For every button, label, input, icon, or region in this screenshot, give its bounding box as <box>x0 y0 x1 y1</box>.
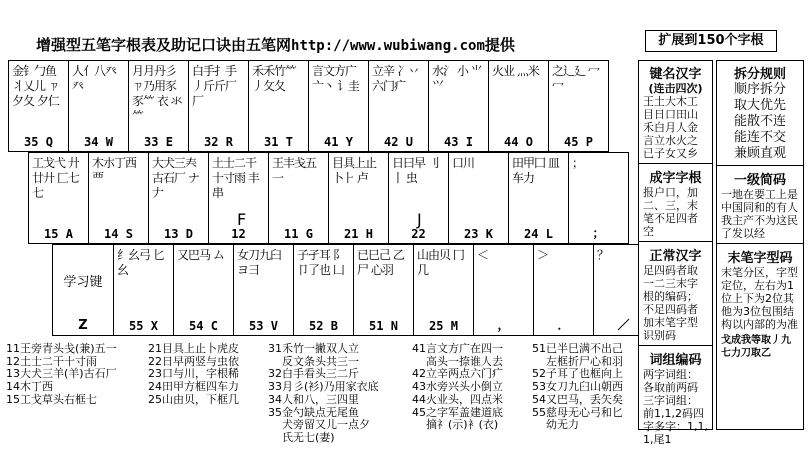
key-roots: 纟幺弓 匕幺 <box>117 248 164 277</box>
mnemonic-number: 21 <box>148 342 162 355</box>
mnemonic-number: 43 <box>412 380 426 394</box>
key-row1-5[interactable] <box>308 60 369 152</box>
key-code: 55 X <box>129 319 158 333</box>
keyboard-row-1 <box>8 60 608 152</box>
mnemonic-line <box>532 343 623 356</box>
normal-char-title: 正常汉字 <box>649 249 702 264</box>
mnemonic-number: 35 <box>268 405 282 419</box>
mnemonic-line <box>6 343 117 356</box>
level1-title: 一级简码 <box>733 173 786 188</box>
mnemonic-number: 31 <box>268 342 282 355</box>
mnemonic-number <box>268 432 282 445</box>
key-roots: 人亻八癶 癶 <box>72 64 117 93</box>
mnemonic-text: 白手看头三二斤 <box>282 367 359 381</box>
mnemonic-number: 22 <box>148 354 162 368</box>
level1-text: 一地在要工上是中国同和的有人我主产不为这民了发以经 <box>721 188 798 240</box>
char-root-title: 成字字根 <box>649 171 702 186</box>
key-row1-2[interactable] <box>128 60 189 152</box>
mnemonic-number: 53 <box>532 380 546 394</box>
mnemonic-number: 44 <box>412 392 426 406</box>
mnemonic-text: 月彡(衫)乃用家衣底 <box>282 380 379 394</box>
mnemonic-text: 目具上止卜虎皮 <box>162 342 239 355</box>
key-roots: ＞ <box>537 248 549 262</box>
key-name-title: 键名汉字 <box>649 67 702 82</box>
key-row1-1[interactable] <box>68 60 129 152</box>
key-code: 33 E <box>144 135 173 149</box>
key-code: 52 B <box>309 319 338 333</box>
mnemonic-text: 火业头，四点米 <box>426 392 503 406</box>
key-roots: ＜ <box>477 248 489 262</box>
key-letter: J <box>417 210 422 229</box>
key-code: 44 O <box>504 135 533 149</box>
mnemonic-number <box>412 419 426 432</box>
mnemonic-number: 14 <box>6 380 20 394</box>
key-roots: 水氵 小 ⺌⺍ <box>432 64 482 93</box>
mnemonic-number: 33 <box>268 380 282 394</box>
mnemonic-text: 反文条头共三一 <box>282 354 359 368</box>
key-row3-5[interactable] <box>413 244 474 336</box>
key-roots: 又巴马 ム <box>177 248 224 262</box>
split-rule: 能连不交 <box>733 130 786 145</box>
mnemonic-line <box>412 394 503 407</box>
key-roots: 子孑耳 阝卩了也 凵 <box>297 248 344 277</box>
key-row3-0[interactable] <box>113 244 174 336</box>
key-roots: 立辛 冫丷 六门疒 <box>372 64 419 93</box>
key-code: 25 M <box>429 319 458 333</box>
mnemonic-line <box>268 394 379 407</box>
mnemonic-line <box>268 343 379 356</box>
learn-key[interactable] <box>52 244 114 336</box>
mnemonic-text: 田甲方框四车力 <box>162 380 239 394</box>
key-roots: 田甲囗 皿车力 <box>512 156 559 185</box>
key-code: 53 V <box>249 319 278 333</box>
split-rules-title: 拆分规则 <box>733 67 786 82</box>
mnemonic-number: 32 <box>268 367 282 381</box>
key-code: ／ <box>617 318 630 332</box>
mnemonic-line <box>412 381 503 394</box>
mnemonic-text: 女刀九臼山朝西 <box>546 380 623 394</box>
split-rule: 兼顾直观 <box>733 146 786 161</box>
mnemonic-text: 氏无七(妻) <box>282 430 335 444</box>
mnemonic-text: 言文方广在四一 <box>426 342 503 355</box>
char-root-text: 报户口，加二、三，末笔不足四者空 <box>643 186 698 238</box>
key-roots: 王丰戋五 一 <box>272 156 317 185</box>
key-roots: 金钅勹鱼 丬乂儿 ㄗ夕夂 夕仁 <box>12 64 59 108</box>
key-row2-5[interactable] <box>328 152 389 244</box>
mnemonic-col-3 <box>268 343 379 445</box>
key-row1-0[interactable] <box>8 60 69 152</box>
key-row3-2[interactable] <box>233 244 294 336</box>
key-row2-6[interactable] <box>388 152 449 244</box>
mnemonic-text: 子耳了也框向上 <box>546 367 623 381</box>
key-row2-8[interactable] <box>508 152 569 244</box>
key-row1-6[interactable] <box>368 60 429 152</box>
key-roots: 木朩丁西 覀 <box>92 156 137 185</box>
key-code: ． <box>557 318 570 332</box>
mnemonic-text: 日早两竖与虫依 <box>162 354 239 368</box>
key-code: 14 S <box>104 227 133 241</box>
mnemonic-text: 水旁兴头小倒立 <box>426 380 503 394</box>
mnemonic-text: 高头一捺谁人去 <box>426 354 503 368</box>
mnemonic-line <box>412 419 503 432</box>
learn-key-label: 学习键 <box>63 275 103 290</box>
split-rule: 能散不连 <box>733 114 786 129</box>
key-roots: 工戈弋 廾廿廾 匚七 七 <box>32 156 79 200</box>
mnemonic-line <box>6 381 117 394</box>
mnemonic-text: 禾竹一撇双人立 <box>282 342 359 355</box>
mnemonic-line <box>268 381 379 394</box>
mnemonic-number <box>532 419 546 432</box>
key-row2-7[interactable] <box>448 152 509 244</box>
key-code: 34 W <box>84 135 113 149</box>
side-panel-rules <box>716 60 804 430</box>
key-code: 23 K <box>464 227 493 241</box>
key-code: 42 U <box>384 135 413 149</box>
key-row3-1[interactable] <box>173 244 234 336</box>
key-code: 35 Q <box>24 135 53 149</box>
key-roots: 大犬三𡗗 古石厂 ナ𠂇 <box>152 156 199 200</box>
mnemonic-number: 41 <box>412 342 426 355</box>
key-row1-7[interactable] <box>428 60 489 152</box>
key-roots: 禾禾竹⺮ 丿攵夂 <box>252 64 297 93</box>
mnemonic-text: 又巴马，丢矢矣 <box>546 392 623 406</box>
mnemonic-line <box>532 381 623 394</box>
mnemonic-line <box>532 419 623 432</box>
split-rule: 取大优先 <box>733 98 786 113</box>
mnemonic-number: 11 <box>6 342 20 355</box>
key-code: 41 Y <box>324 135 353 149</box>
key-row2-9[interactable] <box>568 152 629 244</box>
learn-key-code: Z <box>78 318 88 333</box>
mnemonic-number: 25 <box>148 392 162 406</box>
mnemonic-number: 12 <box>6 354 20 368</box>
key-row3-4[interactable] <box>353 244 414 336</box>
mnemonic-text: 工戈草头右框七 <box>20 392 97 406</box>
key-row3-7[interactable] <box>533 244 594 336</box>
key-code: ； <box>592 226 605 240</box>
split-rules-list <box>717 82 803 162</box>
key-roots: 口川 <box>452 156 475 170</box>
key-roots: 言文方广 亠丶 讠圭 <box>312 64 359 93</box>
side-panel-encoding <box>638 60 713 446</box>
key-code: ， <box>497 318 510 332</box>
title-url[interactable]: http://www.wubiwang.com <box>291 38 485 54</box>
key-row1-3[interactable] <box>188 60 249 152</box>
last-stroke-foot: 戈成我等取丿九七力刀取乙 <box>721 335 791 359</box>
mnemonic-text: 犬旁留又儿一点夕 <box>282 418 370 432</box>
mnemonic-number: 24 <box>148 380 162 394</box>
key-row2-2[interactable] <box>148 152 209 244</box>
key-name-text: 王土大木工目日口田山禾白月人金言立水火之已子女又乡 <box>643 95 698 160</box>
key-roots: 白手扌手 丿斤斤厂 厂 <box>192 64 237 108</box>
mnemonic-number: 52 <box>532 367 546 381</box>
key-row2-0[interactable] <box>28 152 89 244</box>
key-roots: 月月丹彡 ㄗ乃用豕 豕⺮ 衣 氺⺮ <box>132 64 182 123</box>
expand-roots-button[interactable]: 扩展到150个字根 <box>645 30 777 52</box>
mnemonic-text: 木丁西 <box>20 380 53 394</box>
mnemonic-number: 13 <box>6 367 20 381</box>
mnemonic-number: 34 <box>268 392 282 406</box>
key-code: 32 R <box>204 135 233 149</box>
keyboard-row-2 <box>28 152 628 244</box>
key-roots: 日曰早 刂丨 虫 <box>392 156 439 185</box>
word-code-text: 两字词组：各取前两码三字词组：前1,1,2码四字多字：1,1,1,尾1 <box>643 368 708 446</box>
key-code: 43 I <box>444 135 473 149</box>
mnemonic-text: 摘礻(示)衤(衣) <box>426 418 499 432</box>
key-code: 15 A <box>44 227 73 241</box>
key-roots: ； <box>572 156 584 170</box>
mnemonic-text: 人和八，三四里 <box>282 392 359 406</box>
mnemonic-col-1 <box>6 343 117 407</box>
key-roots: 目具上止 卜⺊ 卢 <box>332 156 377 185</box>
key-row1-4[interactable] <box>248 60 309 152</box>
mnemonic-text: 已半巳满不出己 <box>546 342 623 355</box>
key-roots: 之辶廴 冖冖 <box>552 64 599 93</box>
mnemonic-text: 之字军盖建道底 <box>426 405 503 419</box>
mnemonic-number: 55 <box>532 405 546 419</box>
mnemonic-text: 大犬三羊(羊)古石厂 <box>20 367 117 381</box>
mnemonic-line <box>148 381 239 394</box>
mnemonic-number: 42 <box>412 367 426 381</box>
mnemonic-text: 左框折尸心和羽 <box>546 354 623 368</box>
key-roots: 已巳己 乙 尸 心羽 <box>357 248 404 277</box>
key-roots: 女刀九臼 ヨ彐 <box>237 248 282 277</box>
key-code: 54 C <box>189 319 218 333</box>
last-stroke-title: 末笔字型码 <box>727 251 793 266</box>
key-code: 11 G <box>284 227 313 241</box>
mnemonic-number: 51 <box>532 342 546 355</box>
mnemonic-text: 口与川，字根稀 <box>162 367 239 381</box>
key-code: 21 H <box>344 227 373 241</box>
key-code: 13 D <box>164 227 193 241</box>
key-code: 51 N <box>369 319 398 333</box>
key-code: 24 L <box>524 227 553 241</box>
key-code: 12 <box>231 227 246 241</box>
split-rule: 顺序拆分 <box>733 82 786 97</box>
normal-char-text: 足四码者取一二三末字根的编码；不足四码者加末笔字型识别码 <box>643 264 698 342</box>
mnemonic-col-4 <box>412 343 503 432</box>
mnemonic-line <box>268 432 379 445</box>
mnemonic-line <box>6 394 117 407</box>
mnemonic-text: 金勺缺点无尾鱼 <box>282 405 359 419</box>
word-code-title: 词组编码 <box>649 353 702 368</box>
key-row3-3[interactable] <box>293 244 354 336</box>
page-title <box>36 34 515 55</box>
mnemonic-number <box>268 419 282 432</box>
key-roots: 山由贝 冂几 <box>417 248 464 277</box>
mnemonic-line <box>148 343 239 356</box>
key-code: 31 T <box>264 135 293 149</box>
key-row1-8[interactable] <box>488 60 549 152</box>
key-row1-9[interactable] <box>548 60 609 152</box>
key-row3-6[interactable] <box>473 244 534 336</box>
mnemonic-text: 立辛两点六门疒 <box>426 367 503 381</box>
key-letter: F <box>237 210 247 229</box>
title-prefix: 增强型五笔字根表及助记口诀由五笔网 <box>36 36 292 54</box>
key-code: 22 <box>411 227 426 241</box>
key-code: 45 P <box>564 135 593 149</box>
mnemonic-col-2 <box>148 343 239 407</box>
keyboard-row-3 <box>52 244 653 336</box>
mnemonic-text: 土士二干十寸雨 <box>20 354 97 368</box>
key-row2-1[interactable] <box>88 152 149 244</box>
mnemonic-text: 幼无力 <box>546 418 579 432</box>
key-name-sub: (连击四次) <box>648 82 703 95</box>
mnemonic-number: 23 <box>148 367 162 381</box>
key-roots: 土士二干 十寸雨 丰串 <box>212 156 259 200</box>
key-roots: 火业 灬米 <box>492 64 539 78</box>
mnemonic-line <box>532 394 623 407</box>
key-roots: ？ <box>597 248 609 262</box>
key-row2-4[interactable] <box>268 152 329 244</box>
last-stroke-text: 末笔分区，字型定位，左右为1位上下为2位其他为3位包围结构以内部的为准 <box>721 266 798 331</box>
mnemonic-number: 15 <box>6 392 20 406</box>
mnemonic-text: 山由贝，下框几 <box>162 392 239 406</box>
mnemonic-number: 45 <box>412 405 426 419</box>
mnemonic-line <box>412 343 503 356</box>
mnemonic-text: 慈母无心弓和匕 <box>546 405 623 419</box>
mnemonic-line <box>148 394 239 407</box>
key-row2-3[interactable] <box>208 152 269 244</box>
mnemonic-text: 王旁青头戋(兼)五一 <box>20 342 117 355</box>
title-suffix: 提供 <box>484 36 515 54</box>
mnemonic-col-5 <box>532 343 623 432</box>
mnemonic-number: 54 <box>532 392 546 406</box>
